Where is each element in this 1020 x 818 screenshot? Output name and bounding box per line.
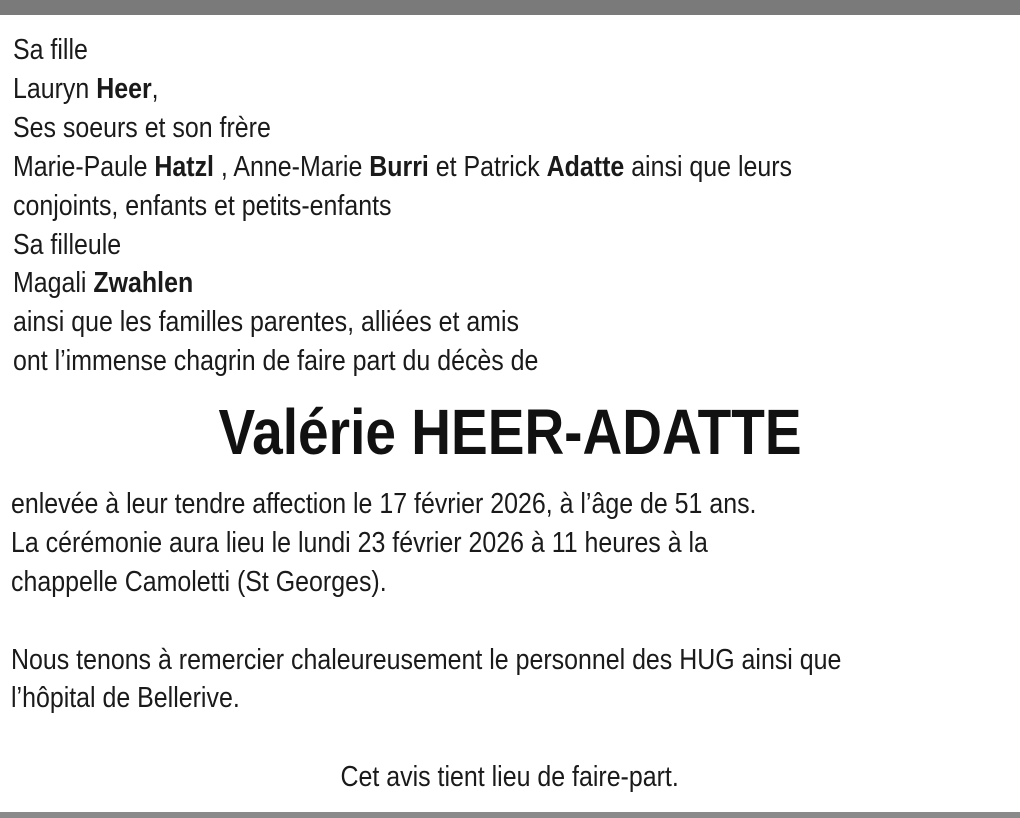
- thanks-line-1: Nous tenons à remercier chaleureusement le personnel des HUG ainsi que: [11, 644, 842, 676]
- siblings-families-line: conjoints, enfants et petits-enfants: [13, 190, 392, 222]
- deceased-name: Valérie HEER-ADATTE: [218, 396, 802, 468]
- goddaughter-surname: Zwahlen: [93, 267, 194, 299]
- daughter-name-line: Lauryn Heer,: [13, 73, 159, 105]
- closing-note: Cet avis tient lieu de faire-part.: [340, 761, 680, 793]
- siblings-heading: Ses soeurs et son frère: [13, 112, 271, 144]
- announcement-line: ont l’immense chagrin de faire part du décès de: [13, 345, 539, 377]
- ceremony-location-line: chappelle Camoletti (St Georges).: [11, 566, 387, 598]
- passing-date-line: enlevée à leur tendre affection le 17 février 2026, à l’âge de 51 ans.: [11, 488, 757, 520]
- bottom-border: [0, 812, 1020, 818]
- daughter-surname: Heer: [96, 73, 152, 105]
- sibling1-surname: Hatzl: [154, 151, 214, 183]
- daughter-heading: Sa fille: [13, 34, 88, 66]
- ceremony-line: La cérémonie aura lieu le lundi 23 février 2026 à 11 heures à la: [11, 527, 708, 559]
- sibling2-surname: Burri: [369, 151, 429, 183]
- thanks-line-2: l’hôpital de Bellerive.: [11, 682, 240, 714]
- goddaughter-heading: Sa filleule: [13, 229, 122, 261]
- siblings-names-line: Marie-Paule Hatzl , Anne-Marie Burri et Patrick Adatte ainsi que leurs: [13, 151, 793, 183]
- goddaughter-name-line: Magali Zwahlen: [13, 267, 194, 299]
- families-line: ainsi que les familles parentes, alliées et amis: [13, 306, 519, 338]
- sibling3-surname: Adatte: [546, 151, 625, 183]
